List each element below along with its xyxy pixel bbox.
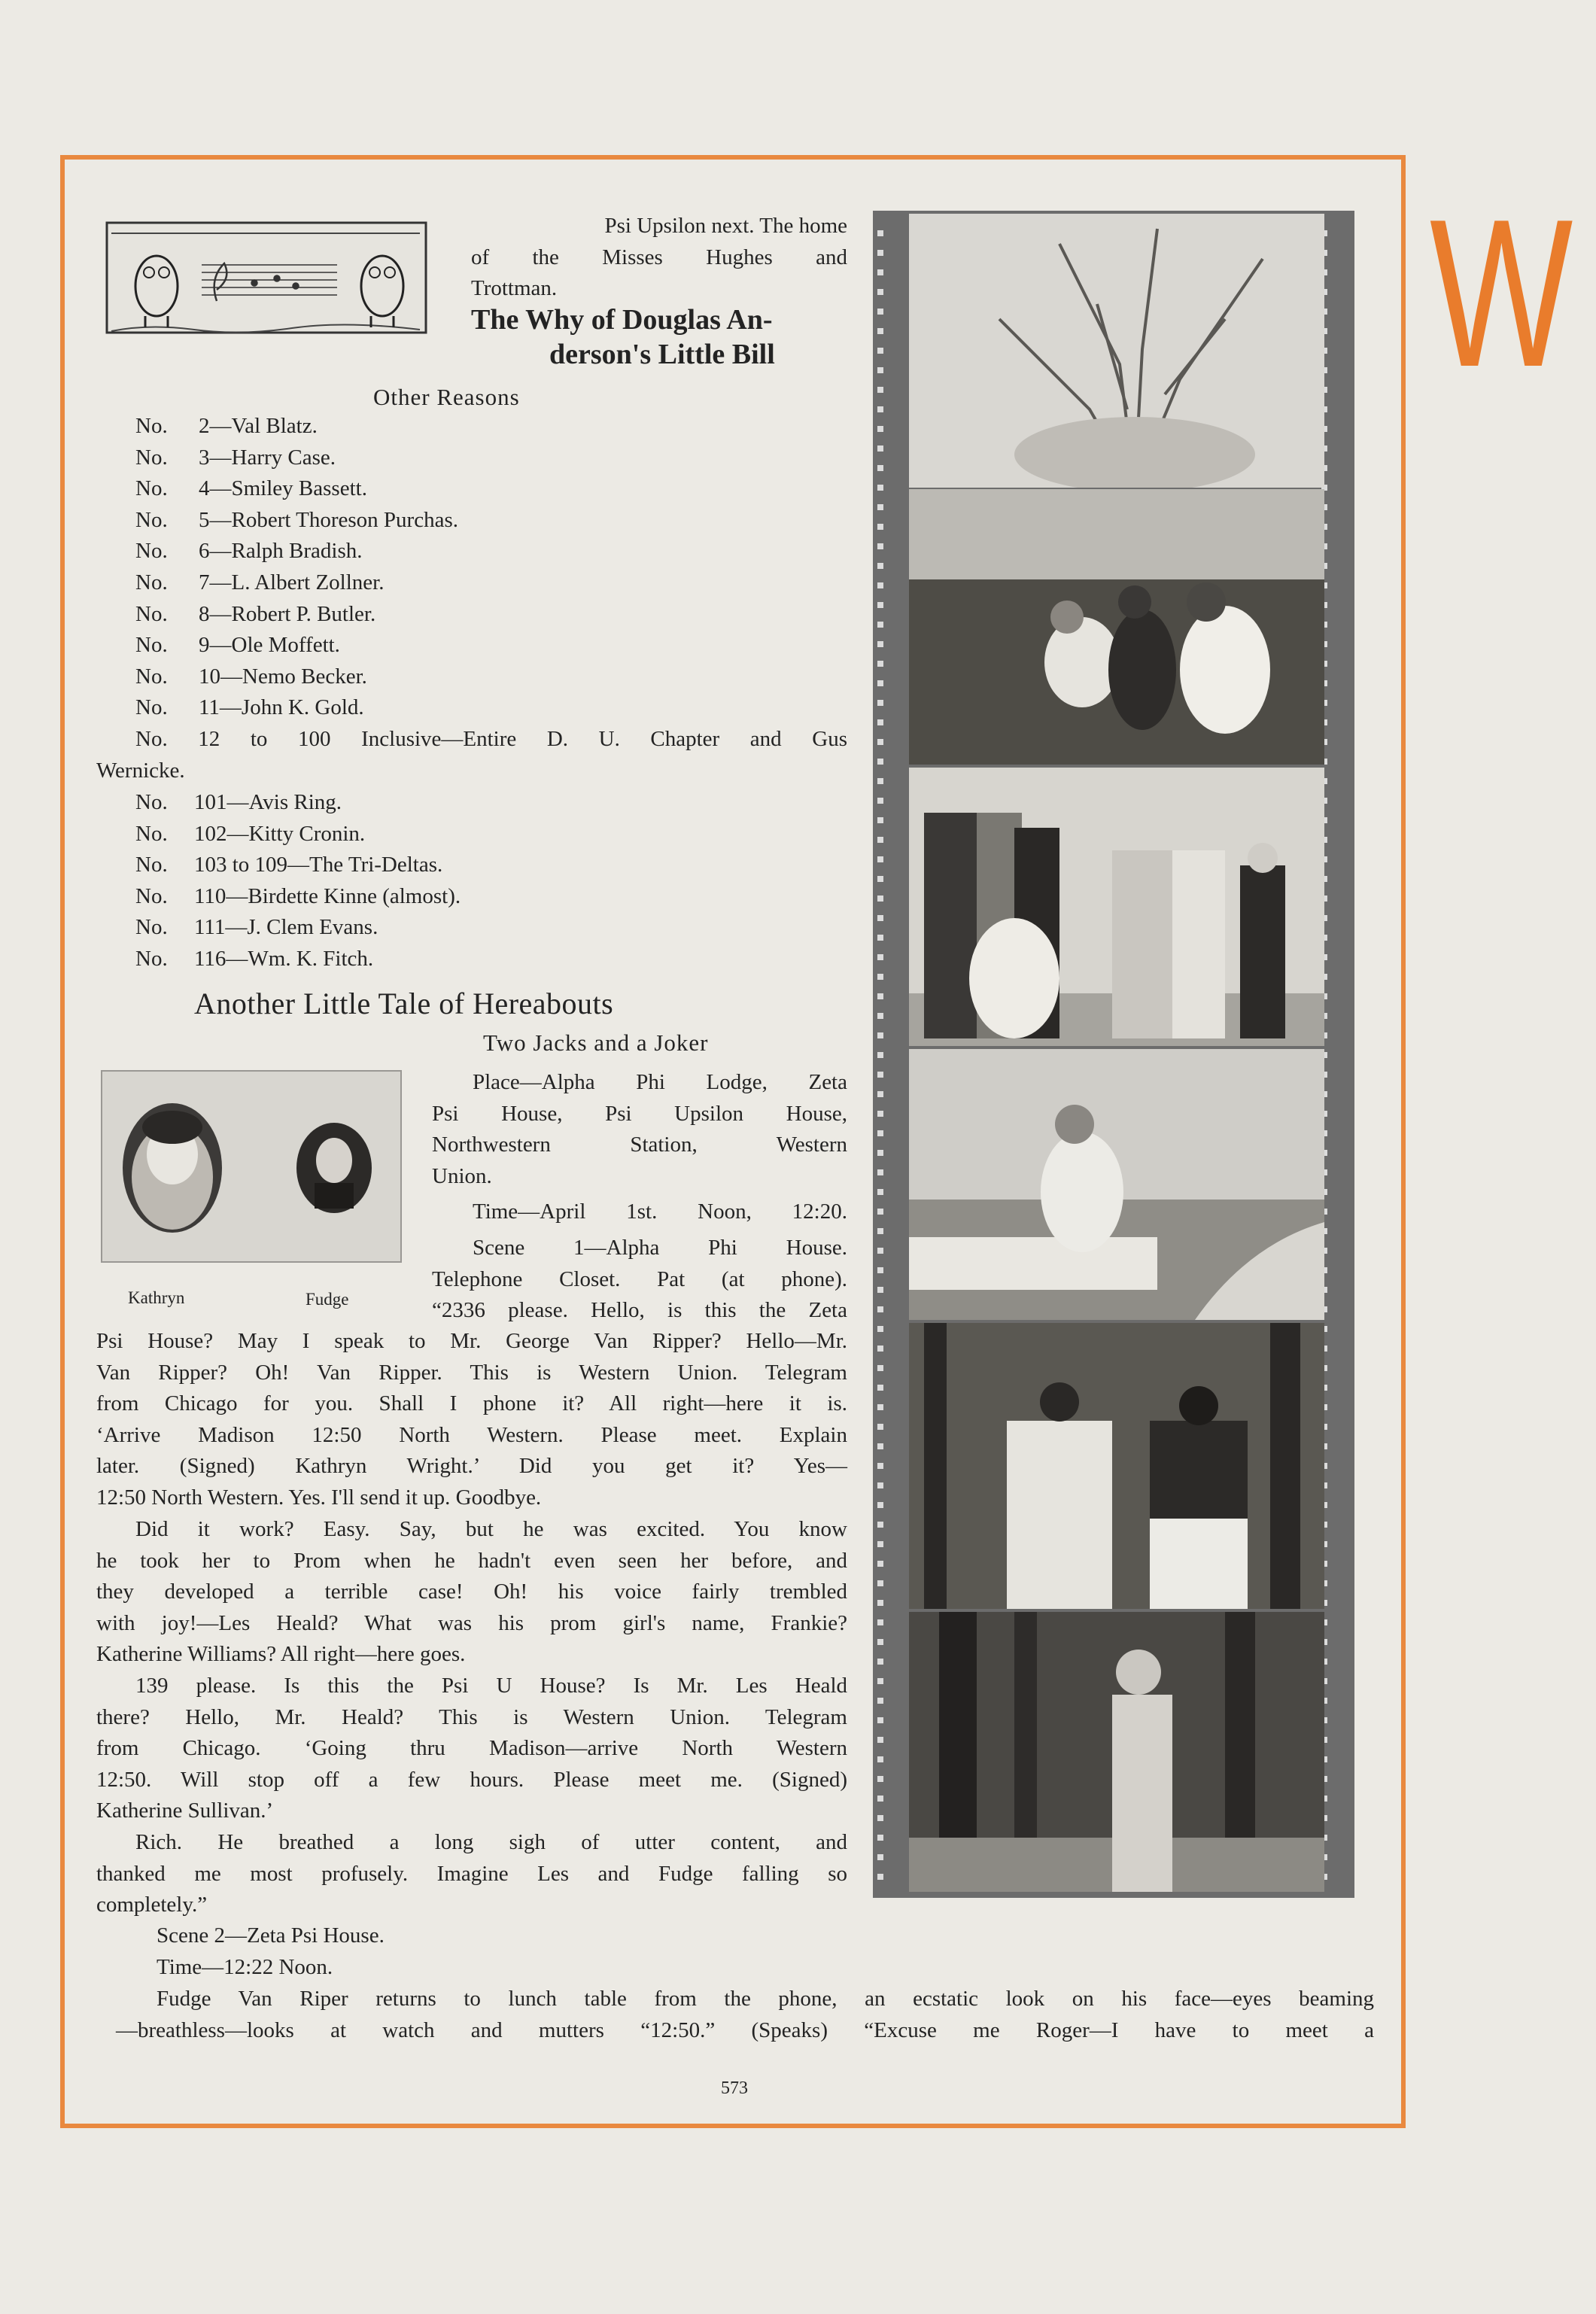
dialogue-paragraph-4: Rich. He breathed a long sigh of utter content, and thanked me most profusely. Imagine Les and Fudge falling so completely.”	[96, 1830, 847, 1917]
dialogue-paragraph-3: 139 please. Is this the Psi U House? Is Mr. Les Heald there? Hello, Mr. Heald? This is Western Union. Telegram from Chicago. ‘Going thru Madison—arrive North Western 12:50. Will stop off a few hours. Please meet me. (Signed) Katherine Sullivan.’	[96, 1674, 847, 1823]
caption-kathryn: Kathryn	[128, 1288, 185, 1307]
sprocket-holes-left	[877, 217, 906, 1892]
list-item: No. 3—Harry Case.	[135, 445, 336, 470]
photo-woman-in-forest	[909, 1612, 1324, 1892]
scene-2: Scene 2—Zeta Psi House.	[157, 1923, 385, 1948]
sprocket-holes-right	[1321, 217, 1350, 1892]
final-paragraph: Fudge Van Riper returns to lunch table from the phone, an ecstatic look on his face—eyes beaming —breathless—looks at watch and mutters “12:50.” (Speaks) “Excuse me Roger—I have to meet a	[116, 1987, 1374, 2042]
photo-tree-branches	[909, 214, 1324, 488]
photo-group-of-people	[909, 768, 1324, 1046]
owls-music-illustration	[104, 218, 429, 337]
page-number: 573	[721, 2078, 748, 2098]
list-item: No. 6—Ralph Bradish.	[135, 539, 363, 564]
list-item-12-to-100: No. 12 to 100 Inclusive—Entire D. U. Chapter and Gus Wernicke.	[96, 727, 847, 783]
heading-another-little-tale: Another Little Tale of Hereabouts	[194, 987, 614, 1020]
list-item: No. 10—Nemo Becker.	[135, 664, 367, 689]
list-item: No. 103 to 109—The Tri-Deltas.	[135, 853, 443, 877]
dialogue-paragraph-2: Did it work? Easy. Say, but he was excited. You know he took her to Prom when he hadn't even seen her before, and they developed a terrible case! Oh! his voice fairly trembled with joy!—Les Heald? What was his prom girl's name, Frankie? Katherine Williams? All right—here goes.	[96, 1517, 847, 1666]
subheading-two-jacks: Two Jacks and a Joker	[483, 1029, 709, 1056]
list-item: No. 7—L. Albert Zollner.	[135, 570, 385, 594]
portraits-image	[101, 1070, 402, 1263]
reasons-list-2	[96, 787, 849, 975]
list-item: No. 5—Robert Thoreson Purchas.	[135, 507, 458, 532]
list-item: No. 101—Avis Ring.	[135, 790, 342, 814]
place-paragraph: Place—Alpha Phi Lodge, Zeta Psi House, Psi Upsilon House, Northwestern Station, Western Union.	[432, 1070, 847, 1188]
photo-three-on-grass	[909, 489, 1324, 765]
list-item: No. 110—Birdette Kinne (almost).	[135, 883, 461, 908]
time-2: Time—12:22 Noon.	[157, 1955, 333, 1979]
scene-1-paragraph: Scene 1—Alpha Phi House. Telephone Closet. Pat (at phone). “2336 please. Hello, is this the Zeta	[432, 1236, 847, 1322]
reasons-list	[96, 411, 849, 724]
list-item: No. 102—Kitty Cronin.	[135, 821, 366, 846]
photo-woman-by-fence	[909, 1049, 1324, 1320]
list-item: No. 9—Ole Moffett.	[135, 633, 340, 658]
list-item: No. 111—J. Clem Evans.	[135, 915, 378, 940]
caption-fudge: Fudge	[306, 1290, 349, 1309]
list-item: No. 4—Smiley Bassett.	[135, 476, 367, 501]
dialogue-paragraph-1: Psi House? May I speak to Mr. George Van Ripper? Hello—Mr. Van Ripper? Oh! Van Ripper. This is Western Union. Telegram from Chicago for you. Shall I phone it? All right—here it is. ‘Arrive Madison 12:50 North Western. Please meet. Explain later. (Signed) Kathryn Wright.’ Did you get it? Yes— 12:50 North Western. Yes. I'll send it up. Goodbye.	[96, 1329, 847, 1510]
film-strip	[873, 211, 1354, 1898]
list-item: No. 2—Val Blatz.	[135, 414, 318, 438]
photo-two-women-in-woods	[909, 1323, 1324, 1609]
time-1: Time—April 1st. Noon, 12:20.	[473, 1200, 847, 1224]
subheading-other-reasons: Other Reasons	[373, 384, 520, 410]
list-item: No. 11—John K. Gold.	[135, 695, 364, 720]
heading-douglas-anderson: The Why of Douglas An- derson's Little Bill	[471, 304, 775, 370]
list-item: No. 8—Robert P. Butler.	[135, 601, 376, 626]
intro-text: Psi Upsilon next. The home of the Misses Hughes and Trottman.	[471, 214, 847, 300]
section-letter: W	[1430, 176, 1573, 411]
list-item: No. 116—Wm. K. Fitch.	[135, 946, 374, 971]
